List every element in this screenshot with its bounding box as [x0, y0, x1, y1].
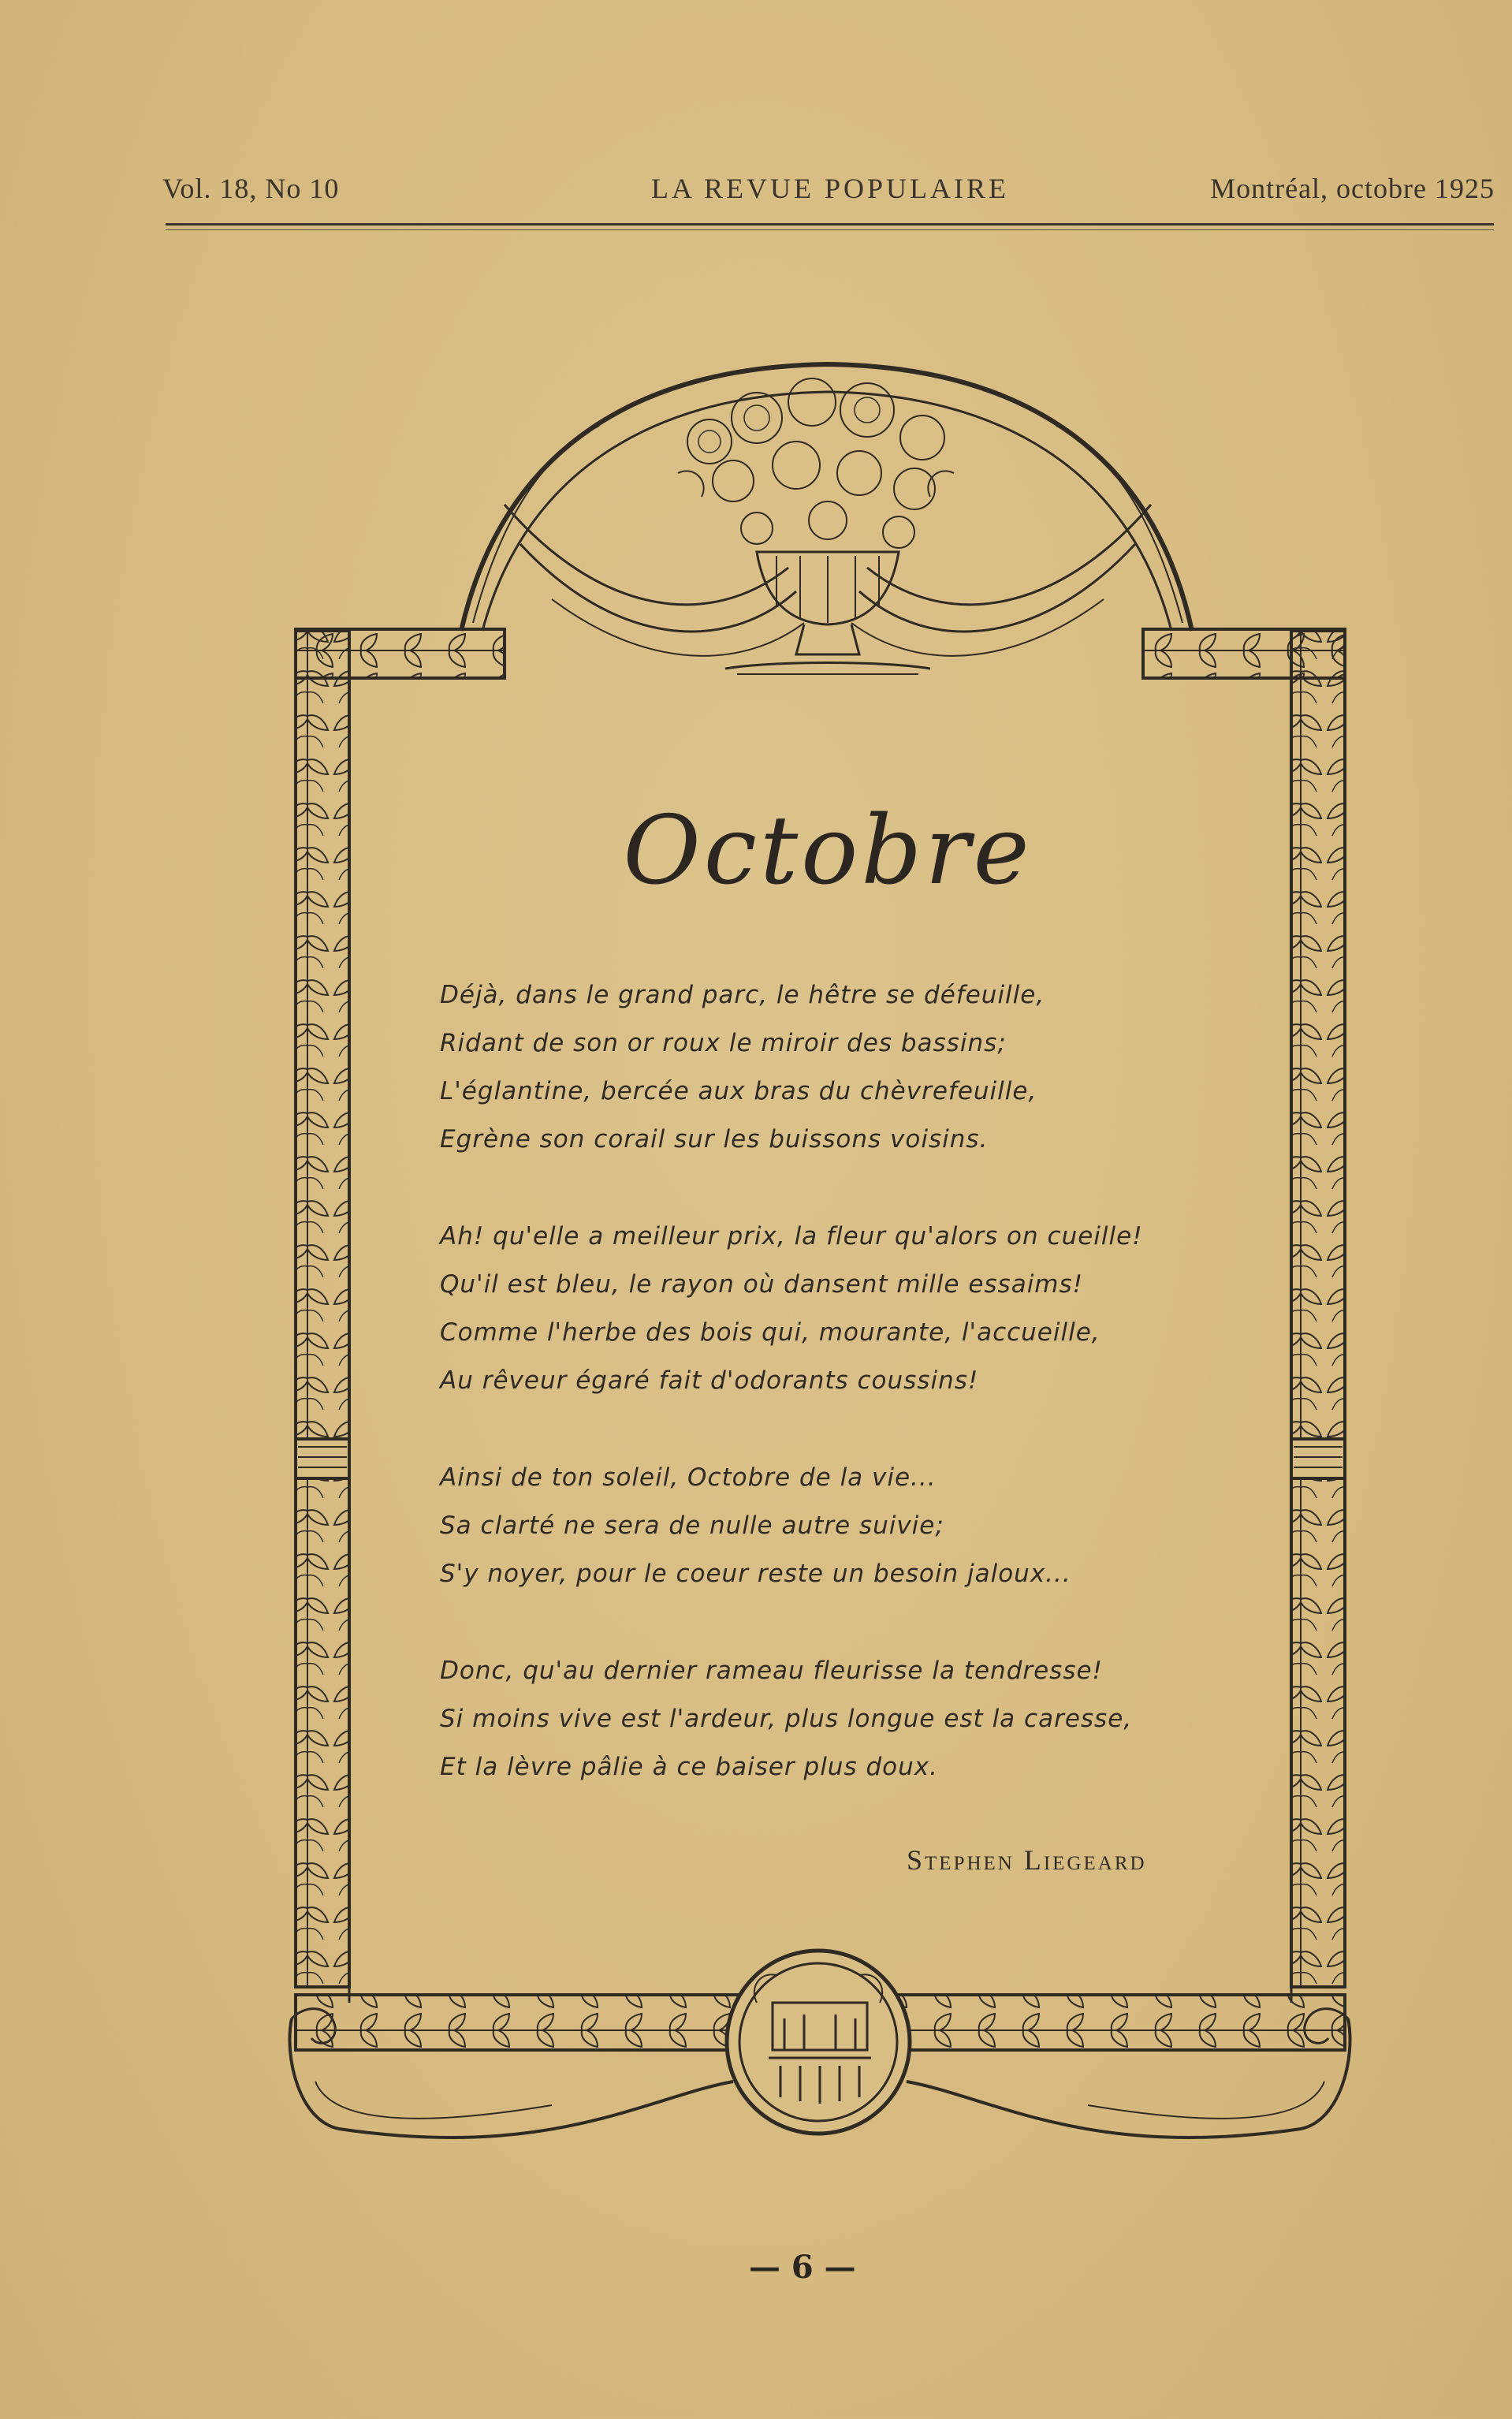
poem-body	[440, 971, 1268, 1840]
issue-date: Montréal, octobre 1925	[1210, 173, 1495, 204]
poem-author: Stephen Liegeard	[907, 1844, 1147, 1876]
verse-line: Donc, qu'au dernier rameau fleurisse la tendresse!	[440, 1657, 1103, 1685]
magazine-title: LA REVUE POPULAIRE	[651, 173, 1010, 204]
verse-line: L'églantine, bercée aux bras du chèvrefeuille,	[440, 1077, 1037, 1105]
verse-line: Ainsi de ton soleil, Octobre de la vie...	[440, 1463, 937, 1492]
top-right-corner	[1143, 629, 1345, 678]
medallion-seal	[727, 1951, 910, 2134]
verse-line: Egrène son corail sur les buissons voisins.	[440, 1125, 989, 1154]
stanza	[440, 971, 1268, 1164]
volume-number: Vol. 18, No 10	[162, 173, 340, 204]
flower-basket-crest	[461, 364, 1192, 674]
verse-line: Ah! qu'elle a meilleur prix, la fleur qu'alors on cueille!	[440, 1222, 1143, 1250]
stanza	[440, 1647, 1268, 1791]
top-left-corner	[296, 629, 505, 678]
verse-line: Comme l'herbe des bois qui, mourante, l'accueille,	[440, 1318, 1100, 1347]
verse-line: Qu'il est bleu, le rayon où dansent mille essaims!	[440, 1270, 1084, 1299]
verse-line: Si moins vive est l'ardeur, plus longue est la caresse,	[440, 1705, 1133, 1733]
stanza	[440, 1213, 1268, 1405]
verse-line: Et la lèvre pâlie à ce baiser plus doux.	[440, 1753, 938, 1781]
verse-line: Déjà, dans le grand parc, le hêtre se défeuille,	[440, 981, 1045, 1009]
verse-line: Ridant de son or roux le miroir des bassins;	[440, 1029, 1007, 1057]
stanza	[440, 1454, 1268, 1598]
poem-title: Octobre	[623, 796, 1033, 906]
verse-line: Sa clarté ne sera de nulle autre suivie;	[440, 1511, 944, 1540]
page-number: — 6 —	[749, 2249, 856, 2286]
verse-line: Au rêveur égaré fait d'odorants coussins!	[440, 1366, 979, 1395]
verse-line: S'y noyer, pour le coeur reste un besoin jaloux...	[440, 1560, 1071, 1588]
